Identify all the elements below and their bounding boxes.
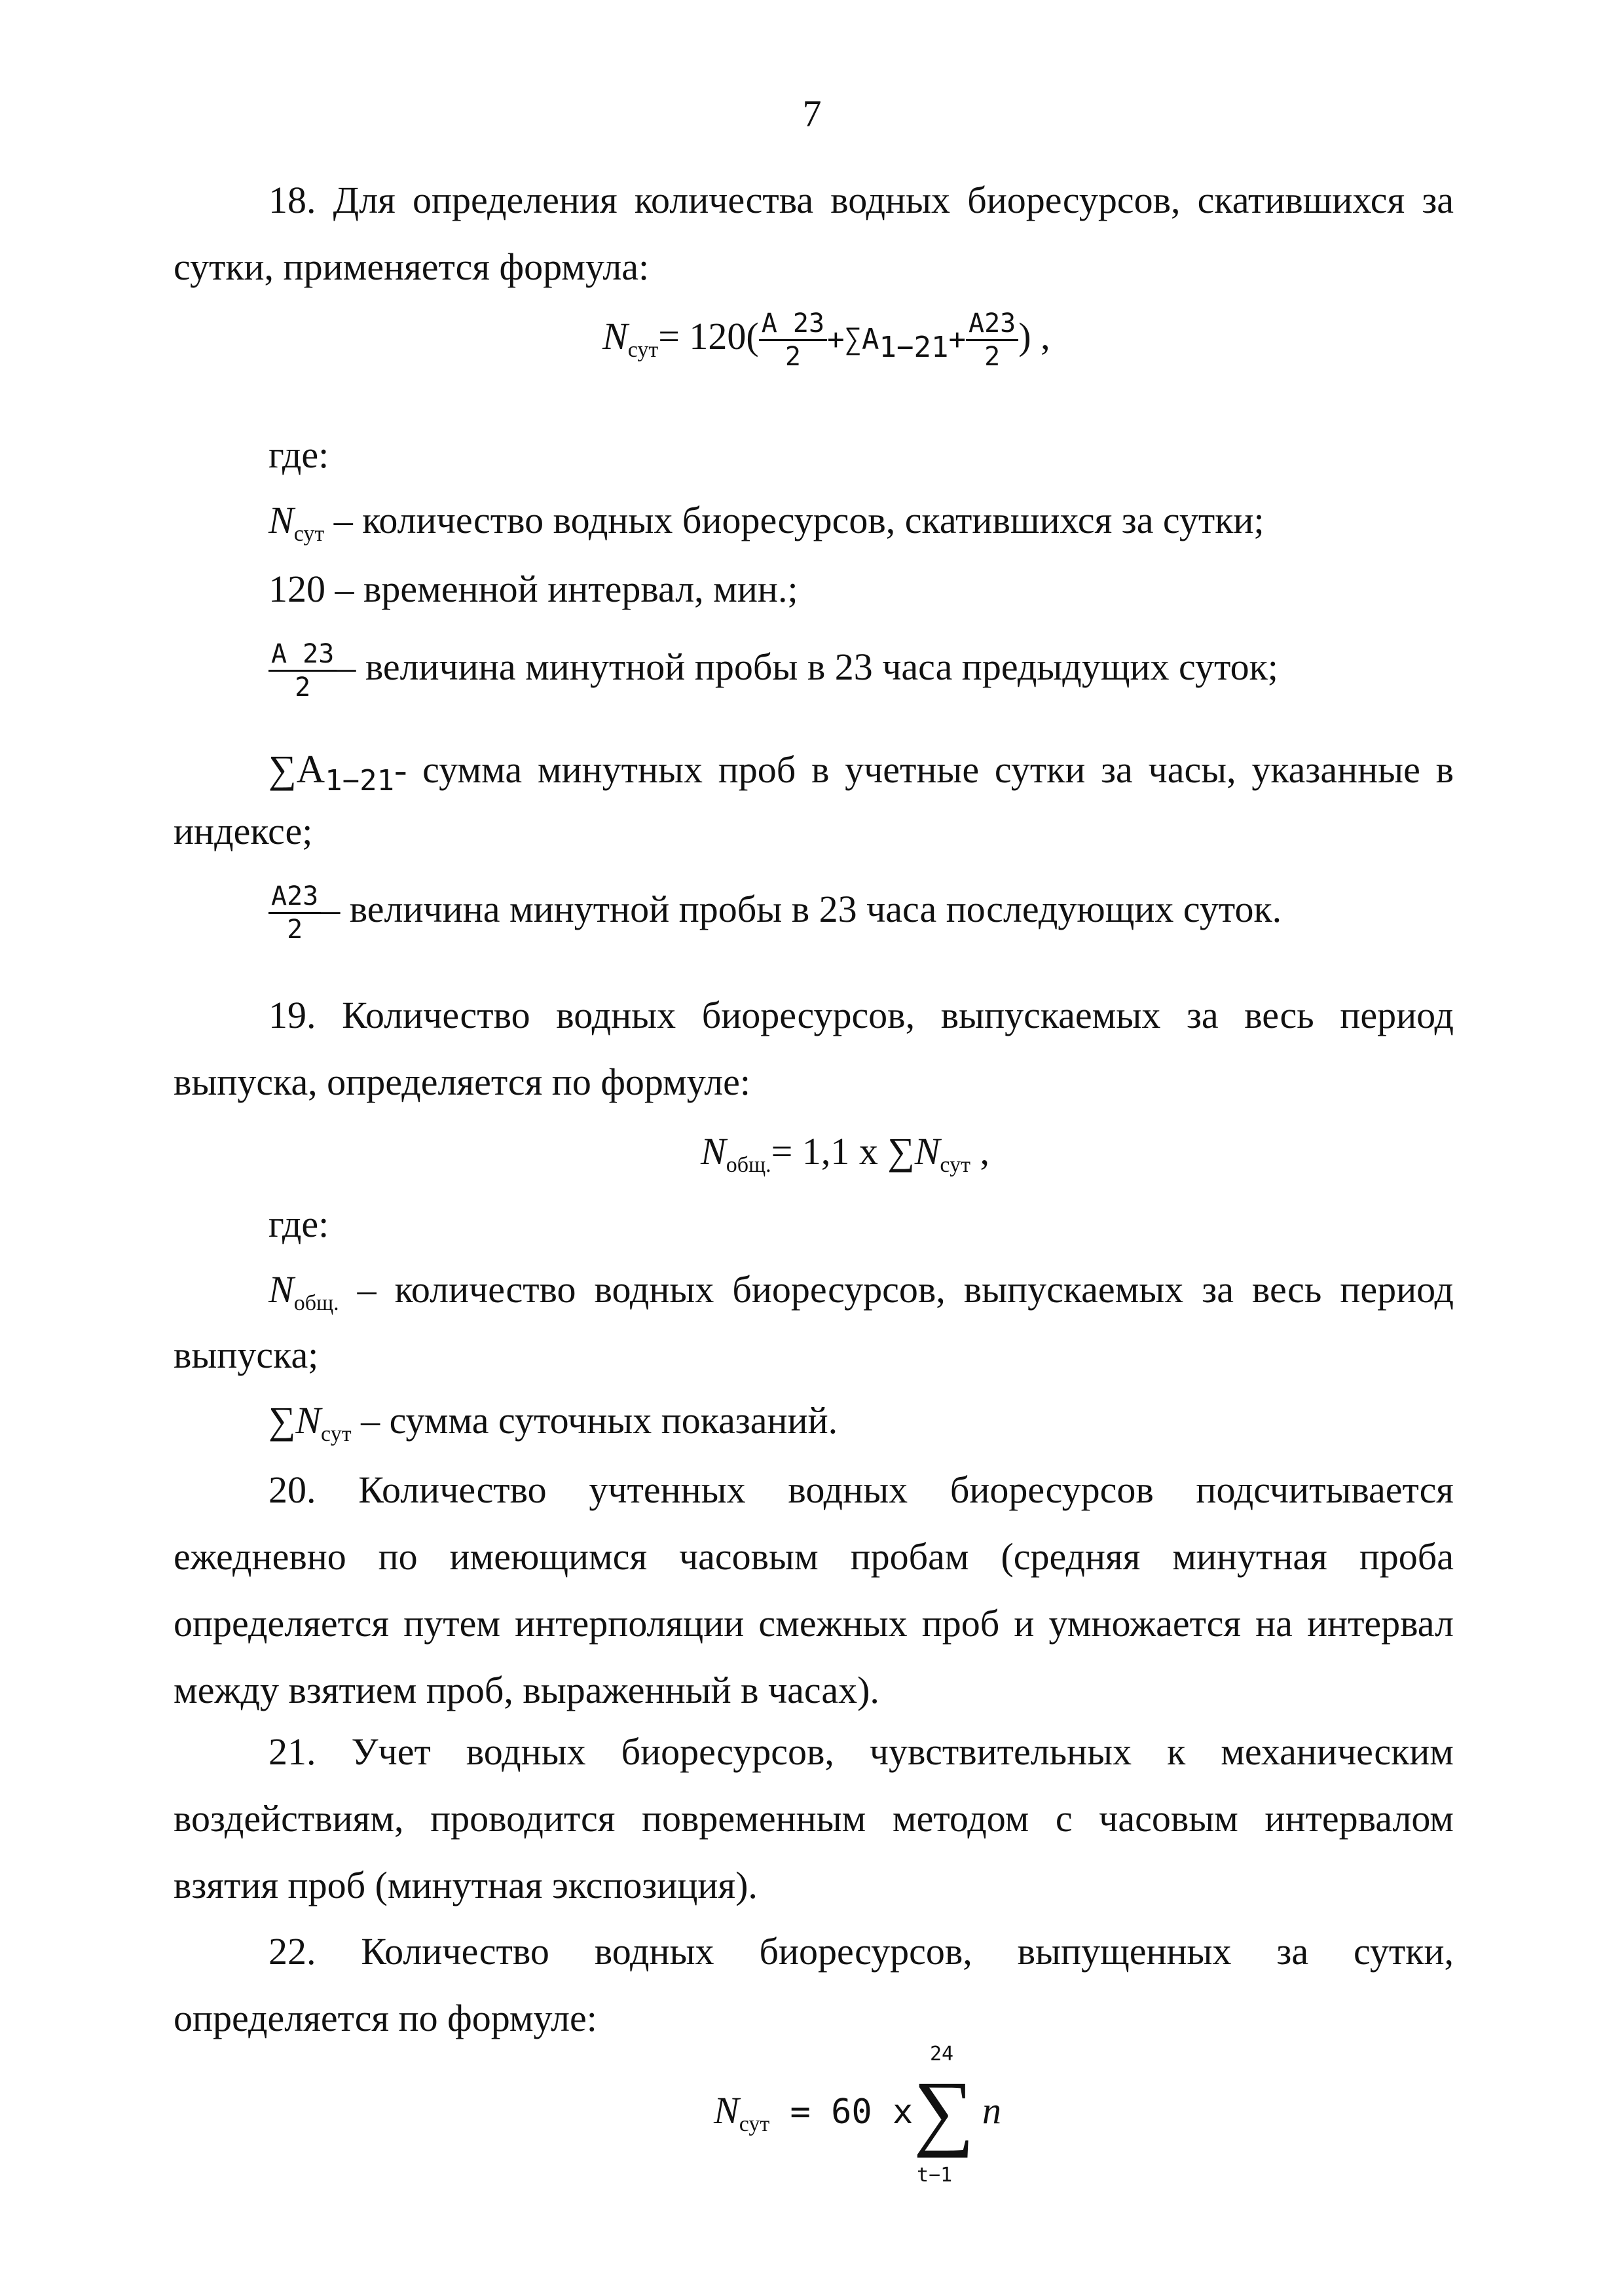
formula-18-fraction-1: $\frac{A 23}{2}$ [759,308,827,373]
definition-sum-a-continuation: индексе; [174,810,313,852]
definition-120: 120 – временной интервал, мин.; [268,568,798,610]
where-label-18: где: [268,433,329,476]
definition-n-sut: $N_{сут}$ – количество водных биоресурсов, скатившихся за сутки; [268,499,1264,546]
paragraph-19: 19. Количество водных биоресурсов, выпускаемых за весь период выпуска, определяется по формуле: [174,994,1454,1103]
paragraph-18: 18. Для определения количества водных биоресурсов, скатившихся за сутки, применяется формула: [174,179,1454,288]
sum-variable: n [982,2089,1001,2132]
page-number: 7 [802,92,822,135]
formula-19: $N_{общ.}= 1,1$ x $\sum N_{сут}$ , [701,1130,989,1177]
definition-a23-previous: $\frac{A 23}{2}$ – величина минутной пробы в 23 часа предыдущих суток; [268,638,1278,703]
document-page: 7 18. Для определения количества водных биоресурсов, скатившихся за сутки, применяется формула: $N_{сут}= 120$( $\frac{A 23}{2}$ $+\sum A_{1-21}+$ $\frac{A23}{2}$ ) , где: $N_{сут}$ – количество водных биоресурсов, скатившихся за сутки; 120 – временной интервал, мин.; $\frac{A 23}{2}$ – величина минутной пробы в 23 часа предыдущих суток; $\sum A_{1-21}-$ сумма минутных проб в учетные сутки за часы, указанные в индексе; $\frac{A23}{2}$ – величина минутной пробы в 23 часа последующих суток. 19. Количество водных биоресурсов, выпускаемых за весь период выпуска, определяется по формуле: $N_{общ.}= 1,1$ x $\sum N_{сут}$ , где: $N_{общ.}$ – количество водных биоресурсов, выпускаемых за весь период выпуска; $\sum N_{сут}$ – сумма суточных показаний. 20. Количество учтенных водных биоресурсов подсчитывается ежедневно по имеющимся часовым пробам (средняя минутная проба определяется путем интерполяции смежных проб и умножается на интервал между взятием проб, выраженный в часах). 21. Учет водных биоресурсов, чувствительных к механическим воздействиям, проводится повременным методом с часовым интервалом взятия проб (минутная экспозиция). 22. Количество водных биоресурсов, выпущенных за сутки, определяется по формуле: $N_{сут} = 60$ x 24 ∑ t−1 n [0,0,1624,2296]
paragraph-20: 20. Количество учтенных водных биоресурсов подсчитывается ежедневно по имеющимся часовым пробам (средняя минутная проба определяется путем интерполяции смежных проб и умножается на интервал между взятием проб, выраженный в часах). [174,1468,1454,1711]
sum-upper-limit: 24 [930,2043,954,2066]
sum-lower-limit: t−1 [917,2164,953,2187]
paragraph-22: 22. Количество водных биоресурсов, выпущенных за сутки, определяется по формуле: [174,1930,1454,2039]
formula-18: $N_{сут}= 120$( $\frac{A 23}{2}$ $+\sum A_{1-21}+$ $\frac{A23}{2}$ ) , [602,308,1050,372]
paragraph-21: 21. Учет водных биоресурсов, чувствительных к механическим воздействиям, проводится повременным методом с часовым интервалом взятия проб (минутная экспозиция). [174,1730,1454,1906]
definition-sum-n-sut: $\sum N_{сут}$ – сумма суточных показаний. [268,1399,838,1446]
where-label-19: где: [268,1203,329,1245]
definition-n-obsch: $N_{общ.}$ – количество водных биоресурсов, выпускаемых за весь период [268,1268,1454,1315]
definition-a23-next: $\frac{A23}{2}$ – величина минутной пробы в 23 часа последующих суток. [268,881,1282,945]
summation-sign: ∑ [913,2064,974,2159]
definition-sum-a: $\sum A_{1-21}-$ сумма минутных проб в учетные сутки за часы, указанные в [268,748,1454,797]
definition-n-obsch-continuation: выпуска; [174,1334,319,1376]
formula-18-fraction-2: $\frac{A23}{2}$ [966,308,1018,373]
